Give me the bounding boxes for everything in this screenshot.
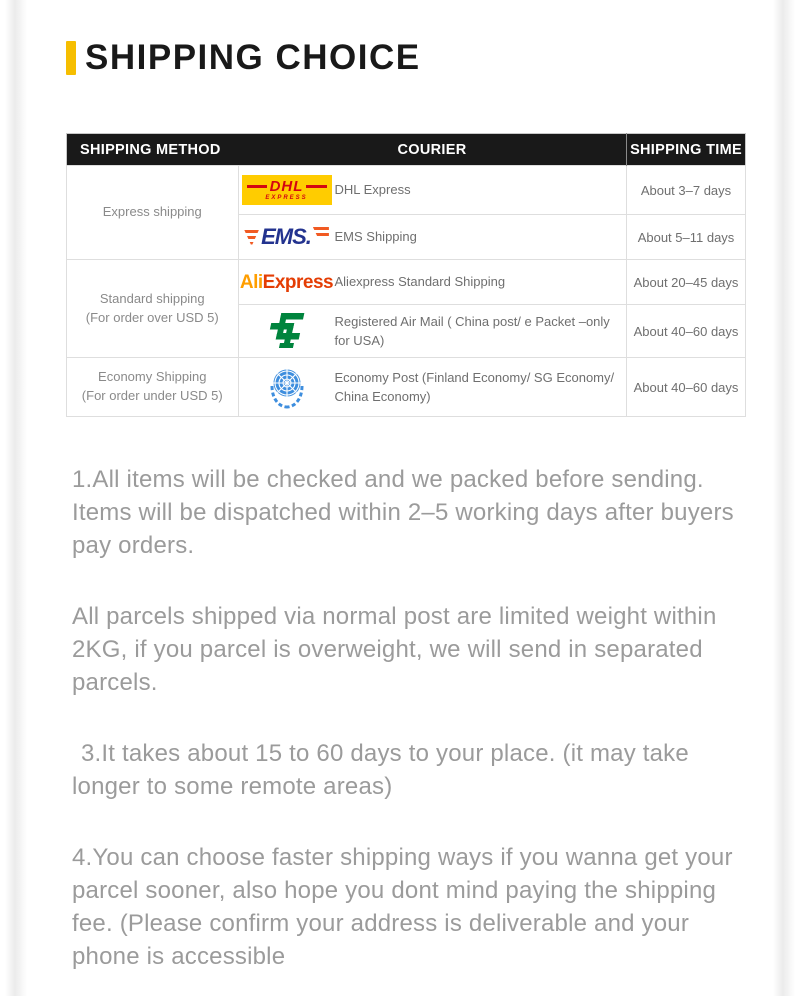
method-express [67, 166, 239, 260]
time-cell: About 40–60 days [627, 358, 746, 417]
note-paragraph-3: 3.It takes about 15 to 60 days to your place. (it may take longer to some remote areas) [72, 740, 689, 800]
courier-label: Registered Air Mail ( China post/ e Packet –only for USA) [334, 313, 610, 348]
china-post-logo-icon [266, 310, 308, 352]
header-shipping-time: SHIPPING TIME [627, 134, 746, 166]
table-header-row [67, 134, 746, 166]
time-cell: About 20–45 days [627, 260, 746, 305]
method-note: (For order under USD 5) [81, 388, 223, 403]
note-paragraph-4: 4.You can choose faster shipping ways if you wanna get your parcel sooner, also hope you dont mind paying the shipping fee. (Please confirm your address is deliverable and your phone is accessible [72, 844, 733, 970]
method-label: Standard shipping [99, 290, 205, 306]
courier-label: Aliexpress Standard Shipping [334, 274, 506, 290]
method-label: Express shipping [102, 204, 202, 220]
section-header [66, 40, 734, 75]
courier-ems [238, 215, 627, 260]
courier-china-post [238, 305, 627, 358]
header-shipping-method: SHIPPING METHOD [67, 134, 239, 166]
courier-label: EMS Shipping [334, 229, 417, 245]
table-row [67, 260, 746, 305]
shipping-notes [72, 463, 740, 973]
accent-bar [66, 41, 76, 75]
table-row [67, 358, 746, 417]
note-paragraph-2: All parcels shipped via normal post are limited weight within 2KG, if you parcel is overweight, we will send in separated parcels. [72, 603, 717, 696]
page-title: SHIPPING CHOICE [85, 38, 421, 77]
courier-aliexpress [238, 260, 627, 305]
note-paragraph-1: 1.All items will be checked and we packed before sending. Items will be dispatched within 2–5 working days after buyers pay orders. [72, 466, 734, 559]
time-cell: About 40–60 days [627, 305, 746, 358]
table-row [67, 166, 746, 215]
shipping-table [66, 133, 746, 417]
method-economy [67, 358, 239, 417]
method-note: (For order over USD 5) [85, 309, 219, 325]
time-cell: About 5–11 days [627, 215, 746, 260]
method-standard [67, 260, 239, 358]
header-courier: COURIER [238, 134, 627, 166]
courier-economy-post [238, 358, 627, 417]
un-post-logo-icon [264, 364, 310, 410]
dhl-logo-icon: DHL EXPRESS [242, 175, 332, 204]
time-cell: About 3–7 days [627, 166, 746, 215]
aliexpress-logo-icon: AliExpress [239, 271, 334, 293]
method-label: Economy Shipping [98, 369, 207, 385]
courier-label: Economy Post (Finland Economy/ SG Economy/ China Economy) [334, 369, 615, 404]
ems-logo-icon: EMS. [244, 226, 329, 248]
courier-label: DHL Express [334, 182, 411, 198]
courier-dhl [238, 166, 627, 215]
